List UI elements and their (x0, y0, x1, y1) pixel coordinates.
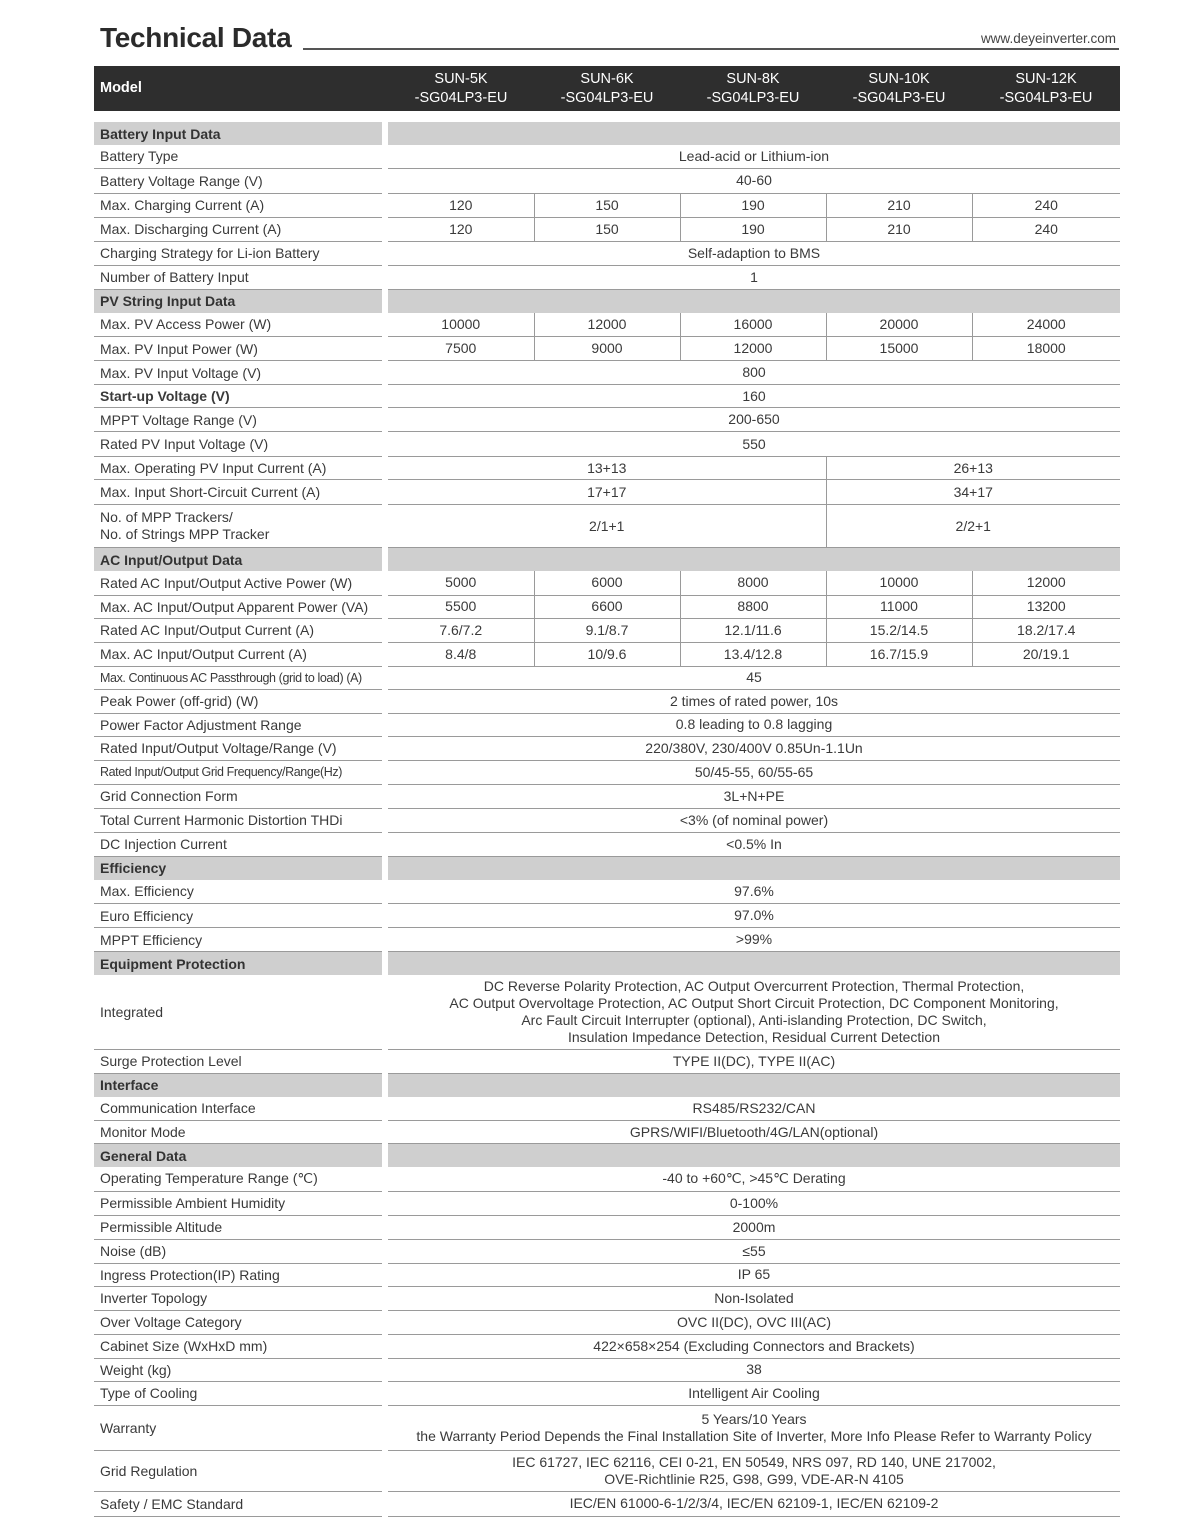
row-value: 13+13 (388, 457, 826, 480)
table-row (94, 1405, 1120, 1450)
table-row (94, 1167, 1120, 1191)
row-value: 15000 (826, 337, 972, 361)
row-value: 15.2/14.5 (826, 618, 972, 642)
header-rule (303, 48, 1119, 50)
section-header-row (94, 1073, 1120, 1097)
row-value: OVC II(DC), OVC III(AC) (388, 1310, 1120, 1334)
table-row (94, 408, 1120, 432)
row-value: IP 65 (388, 1263, 1120, 1286)
row-value: 160 (388, 385, 1120, 408)
row-value: <3% (of nominal power) (388, 808, 1120, 832)
row-value: 5000 (388, 571, 534, 595)
row-value: 17+17 (388, 480, 826, 505)
model-header-row (94, 66, 1120, 111)
row-value: 10000 (388, 313, 534, 337)
row-value: 16.7/15.9 (826, 642, 972, 666)
row-label: Max. Efficiency (94, 880, 382, 904)
table-row (94, 736, 1120, 760)
table-row (94, 1191, 1120, 1215)
table-row (94, 337, 1120, 361)
row-value: 12000 (680, 337, 826, 361)
row-value: 5500 (388, 595, 534, 618)
table-row (94, 1215, 1120, 1239)
section-header-row (94, 289, 1120, 313)
row-value: 2/2+1 (826, 505, 1120, 548)
table-body (94, 66, 1120, 1516)
row-label: Weight (kg) (94, 1358, 382, 1381)
row-value: 200-650 (388, 408, 1120, 432)
row-label: Type of Cooling (94, 1381, 382, 1405)
section-header-fill (388, 856, 1120, 880)
row-label: Max. AC Input/Output Current (A) (94, 642, 382, 666)
table-row (94, 666, 1120, 689)
table-row (94, 1450, 1120, 1491)
row-value: -40 to +60℃, >45℃ Derating (388, 1167, 1120, 1191)
row-label: Max. PV Access Power (W) (94, 313, 382, 337)
model-label: Model (94, 66, 382, 111)
row-label: Grid Connection Form (94, 784, 382, 808)
row-value: 12.1/11.6 (680, 618, 826, 642)
row-value: 12000 (534, 313, 680, 337)
row-value: 210 (826, 193, 972, 217)
row-label: Max. AC Input/Output Apparent Power (VA) (94, 595, 382, 618)
row-value: 5 Years/10 Years the Warranty Period Depends the Final Installation Site of Inverter, More Info Please Refer to Warranty Policy (388, 1405, 1120, 1450)
table-row (94, 1491, 1120, 1516)
row-label: Max. Continuous AC Passthrough (grid to load) (A) (94, 666, 382, 689)
model-name-line1: SUN-5K (434, 71, 488, 88)
row-value: >99% (388, 928, 1120, 952)
row-value: 9000 (534, 337, 680, 361)
row-value: 7500 (388, 337, 534, 361)
table-row (94, 642, 1120, 666)
row-label: Max. PV Input Voltage (V) (94, 361, 382, 385)
row-value: 240 (972, 217, 1120, 241)
row-value: 240 (972, 193, 1120, 217)
table-row (94, 313, 1120, 337)
spacer-row (94, 111, 1120, 122)
table-row (94, 808, 1120, 832)
section-header-fill (388, 289, 1120, 313)
row-value: 0.8 leading to 0.8 lagging (388, 713, 1120, 736)
model-name (972, 66, 1120, 111)
row-value: Intelligent Air Cooling (388, 1381, 1120, 1405)
row-value: 210 (826, 217, 972, 241)
row-value: 550 (388, 432, 1120, 457)
table-row (94, 1358, 1120, 1381)
row-value: 220/380V, 230/400V 0.85Un-1.1Un (388, 736, 1120, 760)
model-name-line1: SUN-6K (580, 71, 634, 88)
row-value: GPRS/WIFI/Bluetooth/4G/LAN(optional) (388, 1121, 1120, 1144)
section-header-fill (388, 952, 1120, 976)
row-value: 6600 (534, 595, 680, 618)
model-name (826, 66, 972, 111)
row-value: RS485/RS232/CAN (388, 1097, 1120, 1121)
table-row (94, 928, 1120, 952)
section-title: Battery Input Data (94, 122, 382, 145)
section-header-fill (388, 1073, 1120, 1097)
table-row (94, 480, 1120, 505)
table-row (94, 361, 1120, 385)
section-header-row (94, 1144, 1120, 1168)
table-row (94, 784, 1120, 808)
row-value: 26+13 (826, 457, 1120, 480)
table-row (94, 168, 1120, 193)
section-title: Equipment Protection (94, 952, 382, 976)
table-row (94, 1286, 1120, 1310)
row-value: 20000 (826, 313, 972, 337)
row-value: 97.6% (388, 880, 1120, 904)
row-value: 0-100% (388, 1191, 1120, 1215)
table-row (94, 457, 1120, 480)
model-name-line1: SUN-12K (1015, 71, 1077, 88)
table-row (94, 595, 1120, 618)
row-label: Max. Discharging Current (A) (94, 217, 382, 241)
row-value: Lead-acid or Lithium-ion (388, 145, 1120, 168)
row-label: Max. Operating PV Input Current (A) (94, 457, 382, 480)
row-value: 34+17 (826, 480, 1120, 505)
row-value: 2 times of rated power, 10s (388, 689, 1120, 713)
model-name-line1: SUN-8K (726, 71, 780, 88)
table-row (94, 1239, 1120, 1263)
table-row (94, 217, 1120, 241)
table-row (94, 760, 1120, 784)
row-value: 150 (534, 217, 680, 241)
table-row (94, 145, 1120, 168)
row-value: 24000 (972, 313, 1120, 337)
row-value: IEC/EN 61000-6-1/2/3/4, IEC/EN 62109-1, IEC/EN 62109-2 (388, 1491, 1120, 1516)
row-label: Euro Efficiency (94, 904, 382, 928)
row-value: 45 (388, 666, 1120, 689)
row-value: 190 (680, 217, 826, 241)
model-name-line2: -SG04LP3-EU (560, 89, 654, 106)
section-header-row (94, 122, 1120, 145)
row-value: ≤55 (388, 1239, 1120, 1263)
row-label: Start-up Voltage (V) (94, 385, 382, 408)
row-value: 38 (388, 1358, 1120, 1381)
row-value: 8.4/8 (388, 642, 534, 666)
table-row (94, 1097, 1120, 1121)
table-row (94, 571, 1120, 595)
table-row (94, 618, 1120, 642)
row-value: 10000 (826, 571, 972, 595)
row-value: 2/1+1 (388, 505, 826, 548)
table-row (94, 1310, 1120, 1334)
row-label: Integrated (94, 975, 382, 1049)
section-header-row (94, 856, 1120, 880)
table-row (94, 713, 1120, 736)
row-label: Grid Regulation (94, 1450, 382, 1491)
section-header-row (94, 548, 1120, 572)
model-name (534, 66, 680, 111)
row-value: TYPE II(DC), TYPE II(AC) (388, 1049, 1120, 1073)
row-label: Operating Temperature Range (℃) (94, 1167, 382, 1191)
row-label: Rated Input/Output Grid Frequency/Range(Hz) (94, 760, 382, 784)
row-value: <0.5% In (388, 832, 1120, 856)
table-row (94, 505, 1120, 548)
model-name (388, 66, 534, 111)
row-value: Non-Isolated (388, 1286, 1120, 1310)
row-label: Peak Power (off-grid) (W) (94, 689, 382, 713)
row-label: Cabinet Size (WxHxD mm) (94, 1334, 382, 1358)
row-label: Charging Strategy for Li-ion Battery (94, 241, 382, 265)
table-row (94, 1049, 1120, 1073)
row-value: IEC 61727, IEC 62116, CEI 0-21, EN 50549, NRS 097, RD 140, UNE 217002, OVE-Richtlinie R25, G98, G99, VDE-AR-N 4105 (388, 1450, 1120, 1491)
row-value: 13200 (972, 595, 1120, 618)
row-label: Noise (dB) (94, 1239, 382, 1263)
row-label: MPPT Efficiency (94, 928, 382, 952)
row-value: 3L+N+PE (388, 784, 1120, 808)
section-title: AC Input/Output Data (94, 548, 382, 572)
section-title: PV String Input Data (94, 289, 382, 313)
row-label: Surge Protection Level (94, 1049, 382, 1073)
row-value: 120 (388, 217, 534, 241)
row-label: Over Voltage Category (94, 1310, 382, 1334)
row-value: 150 (534, 193, 680, 217)
model-name-line2: -SG04LP3-EU (999, 89, 1093, 106)
row-value: 13.4/12.8 (680, 642, 826, 666)
row-value: 422×658×254 (Excluding Connectors and Brackets) (388, 1334, 1120, 1358)
row-value: 97.0% (388, 904, 1120, 928)
row-label: Max. PV Input Power (W) (94, 337, 382, 361)
section-title: Interface (94, 1073, 382, 1097)
website-url: www.deyeinverter.com (980, 31, 1116, 46)
row-label: Safety / EMC Standard (94, 1491, 382, 1516)
page-header (0, 0, 1200, 66)
row-label: MPPT Voltage Range (V) (94, 408, 382, 432)
row-label: Warranty (94, 1405, 382, 1450)
spacer-cell (94, 111, 1120, 122)
row-label: Max. Charging Current (A) (94, 193, 382, 217)
row-label: Rated AC Input/Output Current (A) (94, 618, 382, 642)
row-value: 16000 (680, 313, 826, 337)
row-label: Ingress Protection(IP) Rating (94, 1263, 382, 1286)
row-value: 8800 (680, 595, 826, 618)
model-name-line2: -SG04LP3-EU (852, 89, 946, 106)
table-row (94, 904, 1120, 928)
row-value: 12000 (972, 571, 1120, 595)
row-label: DC Injection Current (94, 832, 382, 856)
table-row (94, 880, 1120, 904)
section-header-fill (388, 548, 1120, 572)
row-label: No. of MPP Trackers/ No. of Strings MPP Tracker (94, 505, 382, 548)
row-value: 40-60 (388, 168, 1120, 193)
table-row (94, 1263, 1120, 1286)
model-name-line2: -SG04LP3-EU (706, 89, 800, 106)
table-row (94, 385, 1120, 408)
row-value: 9.1/8.7 (534, 618, 680, 642)
row-label: Battery Type (94, 145, 382, 168)
row-value: 120 (388, 193, 534, 217)
section-title: Efficiency (94, 856, 382, 880)
row-label: Monitor Mode (94, 1121, 382, 1144)
table-row (94, 265, 1120, 289)
row-label: Permissible Ambient Humidity (94, 1191, 382, 1215)
table-row (94, 832, 1120, 856)
row-label: Rated Input/Output Voltage/Range (V) (94, 736, 382, 760)
table-row (94, 241, 1120, 265)
section-header-fill (388, 122, 1120, 145)
row-value: 11000 (826, 595, 972, 618)
row-value: 18000 (972, 337, 1120, 361)
row-label: Communication Interface (94, 1097, 382, 1121)
row-label: Power Factor Adjustment Range (94, 713, 382, 736)
row-value: 2000m (388, 1215, 1120, 1239)
row-value: 18.2/17.4 (972, 618, 1120, 642)
table-row (94, 1121, 1120, 1144)
row-value: Self-adaption to BMS (388, 241, 1120, 265)
row-label: Inverter Topology (94, 1286, 382, 1310)
technical-data-table (94, 66, 1120, 1517)
row-label: Rated PV Input Voltage (V) (94, 432, 382, 457)
row-value: 800 (388, 361, 1120, 385)
row-value: 20/19.1 (972, 642, 1120, 666)
table-row (94, 689, 1120, 713)
table-row (94, 1334, 1120, 1358)
table-row (94, 975, 1120, 1049)
row-label: Total Current Harmonic Distortion THDi (94, 808, 382, 832)
row-value: 8000 (680, 571, 826, 595)
row-label: Max. Input Short-Circuit Current (A) (94, 480, 382, 505)
row-value: 190 (680, 193, 826, 217)
row-label: Rated AC Input/Output Active Power (W) (94, 571, 382, 595)
section-header-fill (388, 1144, 1120, 1168)
section-title: General Data (94, 1144, 382, 1168)
table-row (94, 193, 1120, 217)
model-name (680, 66, 826, 111)
row-value: 6000 (534, 571, 680, 595)
section-header-row (94, 952, 1120, 976)
row-value: DC Reverse Polarity Protection, AC Output Overcurrent Protection, Thermal Protection, AC Output Overvoltage Protection, AC Output Short Circuit Protection, DC Component Monitoring, Arc Fault Circuit Interrupter (optional), Anti-islanding Protection, DC Switch, Insulation Impedance Detection, Residual Current Detection (388, 975, 1120, 1049)
row-label: Permissible Altitude (94, 1215, 382, 1239)
page-title: Technical Data (100, 22, 292, 53)
row-label: Number of Battery Input (94, 265, 382, 289)
model-name-line1: SUN-10K (868, 71, 930, 88)
model-name-line2: -SG04LP3-EU (414, 89, 508, 106)
table-row (94, 432, 1120, 457)
row-value: 10/9.6 (534, 642, 680, 666)
table-row (94, 1381, 1120, 1405)
row-value: 50/45-55, 60/55-65 (388, 760, 1120, 784)
row-value: 7.6/7.2 (388, 618, 534, 642)
row-value: 1 (388, 265, 1120, 289)
row-label: Battery Voltage Range (V) (94, 168, 382, 193)
